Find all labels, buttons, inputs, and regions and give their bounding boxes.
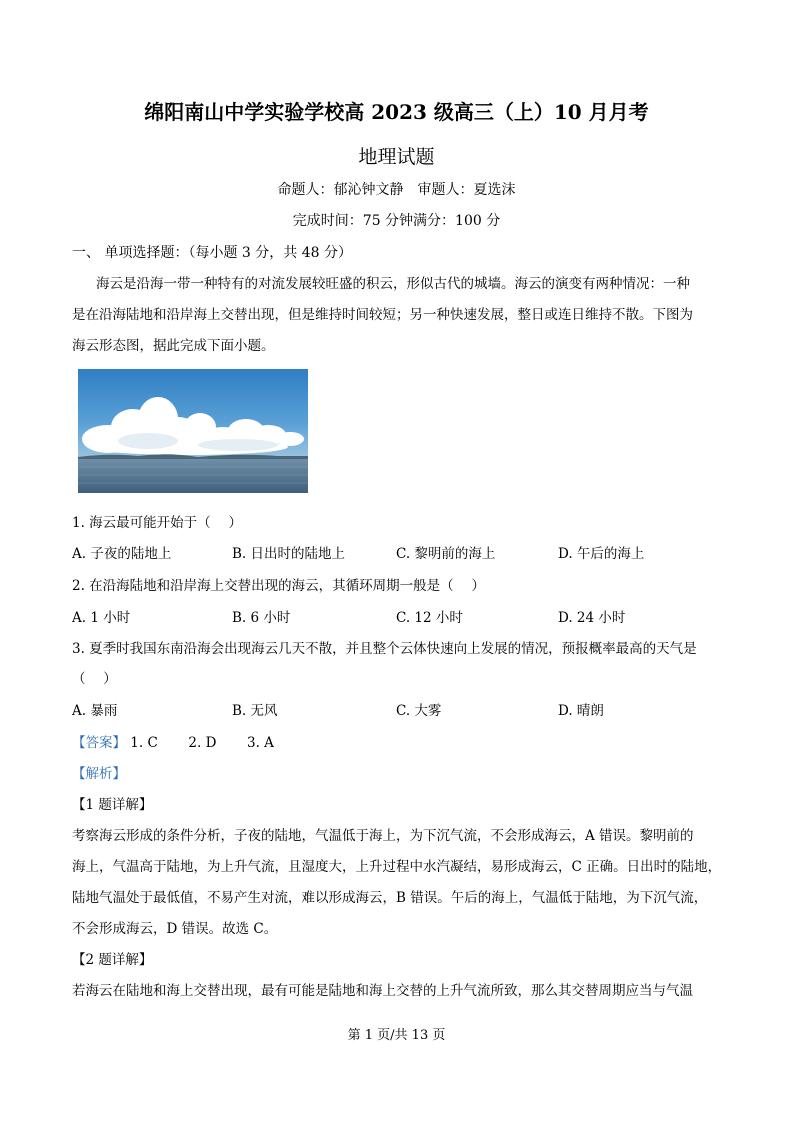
option-c: C. 大雾 — [396, 703, 442, 719]
analysis-line: 不会形成海云，D 错误。故选 C。 — [72, 921, 278, 937]
question-stem: 2. 在沿海陆地和沿岸海上交替出现的海云，其循环周期一般是（ ） — [72, 578, 485, 594]
answer-value: 3. A — [247, 735, 274, 751]
analysis-line: 海上，气温高于陆地，为上升气流，且湿度大，上升过程中水汽凝结，易形成海云，C 正确。日出时的陆地， — [72, 859, 722, 875]
answer-tag: 【答案】 — [72, 735, 126, 751]
q2-detail-heading: 【2 题详解】 — [72, 952, 153, 968]
question-stem: 3. 夏季时我国东南沿海会出现海云几天不散，并且整个云体快速向上发展的情况，预报概率最高的天气是 — [72, 641, 697, 657]
option-c: C. 黎明前的海上 — [396, 546, 496, 562]
question-stem: 1. 海云最可能开始于（ ） — [72, 515, 242, 531]
passage-line: 海云形态图，据此完成下面小题。 — [72, 338, 275, 354]
option-b: B. 无风 — [232, 703, 278, 719]
option-d: D. 午后的海上 — [558, 546, 645, 562]
sea-cloud-photo — [78, 369, 308, 493]
time-info-line: 完成时间：75 分钟满分：100 分 — [292, 213, 501, 229]
option-a: A. 1 小时 — [72, 610, 131, 626]
subject-title: 地理试题 — [358, 146, 435, 168]
option-b: B. 6 小时 — [232, 610, 291, 626]
answer-value: 2. D — [188, 735, 217, 751]
answer-line — [72, 731, 274, 751]
analysis-tag: 【解析】 — [72, 766, 126, 782]
passage-line: 海云是沿海一带一种特有的对流发展较旺盛的积云，形似古代的城墙。海云的演变有两种情况：一种 — [96, 276, 690, 292]
option-d: D. 24 小时 — [558, 610, 626, 626]
analysis-line: 考察海云形成的条件分析，子夜的陆地，气温低于海上，为下沉气流，不会形成海云，A 错误。黎明前的 — [72, 828, 694, 844]
analysis-line: 若海云在陆地和海上交替出现，最有可能是陆地和海上交替的上升气流所致，那么其交替周期应当与气温 — [72, 983, 693, 999]
option-a: A. 暴雨 — [72, 703, 118, 719]
option-c: C. 12 小时 — [396, 610, 463, 626]
page-number: 第 1 页/共 13 页 — [347, 1028, 446, 1043]
analysis-line: 陆地气温处于最低值，不易产生对流，难以形成海云，B 错误。午后的海上，气温低于陆地，为下沉气流， — [72, 890, 708, 906]
exam-title: 绵阳南山中学实验学校高 2023 级高三（上）10 月月考 — [144, 100, 649, 124]
option-a: A. 子夜的陆地上 — [72, 546, 172, 562]
option-b: B. 日出时的陆地上 — [232, 546, 346, 562]
section-heading: 一、 单项选择题：（每小题 3 分，共 48 分） — [72, 245, 352, 261]
question-stem-continued: （ ） — [72, 671, 117, 687]
authors-line: 命题人：郁沁钟文静 审题人：夏选沫 — [277, 182, 516, 198]
answer-value: 1. C — [130, 735, 158, 751]
passage-line: 是在沿海陆地和沿岸海上交替出现，但是维持时间较短；另一种快速发展，整日或连日维持不散。下图为 — [72, 307, 693, 323]
option-d: D. 晴朗 — [558, 703, 604, 719]
q1-detail-heading: 【1 题详解】 — [72, 797, 153, 813]
